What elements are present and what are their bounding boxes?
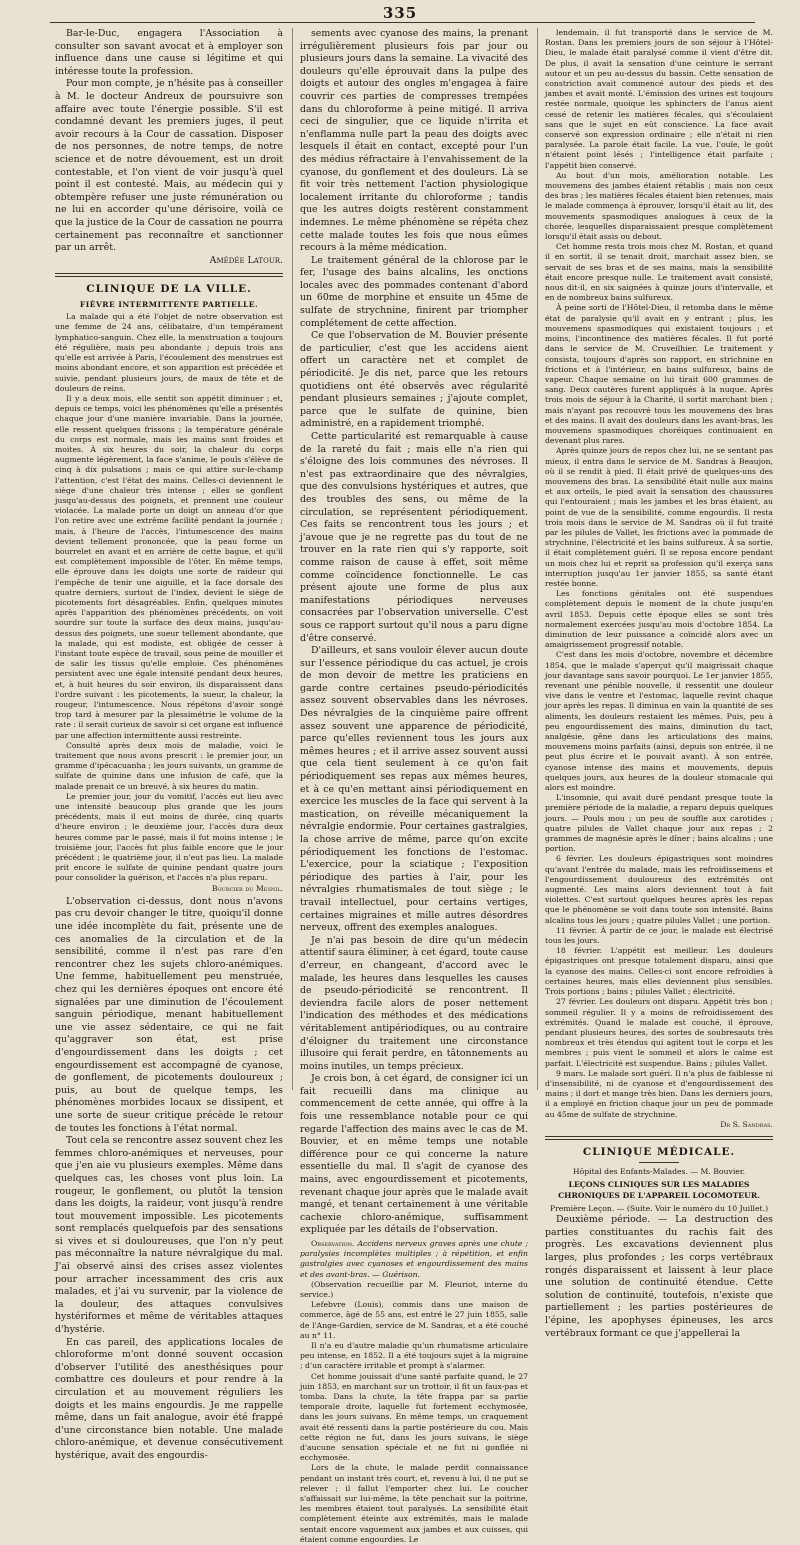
paragraph: Ce que l'observation de M. Bouvier présente de particulier, c'est que les accidens aient offert un caractère net et complet de périodicité. Je dis net, parce que les retours quotidiens ont été observés avec régularité pendant plusieurs semaines ; j'ajoute complet, parce que le sulfate de quinine, bien administré, en a rapidement triomphé. xyxy=(300,330,528,430)
paragraph: Le traitement général de la chlorose par le fer, l'usage des bains alcalins, les onctions locales avec des pommades contenant d'abord un 60me de morphine et ensuite un 45me de sulfate de strychnine, finirent par triompher complétement de cette affection. xyxy=(300,254,528,329)
author-signature: Amédée Latour. xyxy=(209,254,283,266)
section-title: CLINIQUE DE LA VILLE. xyxy=(86,283,252,296)
paragraph: 6 février. Les douleurs épigastriques sont moindres qu'avant l'entrée du malade, mais les refroidissemens et l'engourdissement douloureux des extrémités ont augmenté. Les mains alors deviennent tout à fait violettes. C'est surtout quelques heures après les repas que le phénomène se voit dans toute son intensité. Bains alcalins tous les jours ; quatre pilules Vallet ; une portion. xyxy=(545,854,773,925)
hospital-line: Hôpital des Enfants-Malades. — M. Bouvier. xyxy=(572,1166,746,1176)
paragraph: Les fonctions génitales ont été suspendues complètement depuis le moment de la chute jusqu'en avril 1853. Depuis cette époque elles se sont très normalement exercées jusqu'au mois d'octobre 1854. La diminution de leur puissance a coïncidé alors avec un amaigrissement progressif notable. xyxy=(545,589,773,650)
paragraph: Il y a deux mois, elle sentit son appétit diminuer ; et, depuis ce temps, voici les phénomènes qu'elle a présentés chaque jour d'une manière invariable. Dans la journée, elle ressent quelques frissons ; la température générale du corps est normale, mais les mains sont froides et moites. À six heures du soir, la chaleur du corps augmente légèrement, la face s'anime, le pouls s'élève de cinq à dix pulsations ; mais ce qui attire sur-le-champ l'attention, c'est l'état des mains. Celles-ci deviennent le siège d'une chaleur très intense ; elles se gonflent jusqu'au-dessus des poignets, et prennent une couleur violacée. La malade porte un doigt un anneau d'or que l'on retire avec une extrême facilité pendant la journée ; mais, à l'heure de l'accès, l'intumescence des mains devient tellement prononcée, que la peau forme un bourrelet en avant et en arrière de cette bague, et qu'il est complètement impossible de l'ôter. En même temps, elle éprouve dans les doigts une sorte de raideur qui l'empêche de tenir une aiguille, et la face dorsale des quatre derniers, surtout de l'index, devient le siège de picotements fort désagréables. Enfin, quelques minutes après l'apparition des phénomènes précédents, on voit sourdre sur toute la surface des deux mains, jusqu'au-dessus des poignets, une sueur tellement abondante, que la malade, qui est modiste, est obligée de cesser à l'instant toute espèce de travail, sous peine de mouiller et de salir les tissus qu'elle emploie. Ces phénomènes persistent avec une égale intensité pendant deux heures, et, à huit heures du soir environ, ils disparaissent dans l'ordre suivant : les picotements, la sueur, la chaleur, la rougeur, l'intumescence. Nous répétons d'avoir songé trop tard à mesurer par la plessimétrie le volume de la rate : il serait curieux de savoir si cet organe est influencé par une affection intermittente aussi restreinte. xyxy=(55,393,283,740)
lecture-number: Première Leçon. — (Suite. Voir le numéro du 10 Juillet.) xyxy=(549,1203,769,1213)
column-divider xyxy=(292,28,293,1090)
column-middle xyxy=(300,28,528,1544)
observation-summary: Accidens nerveux graves après une chute ; paralysies incomplètes multiples ; à répétition, et enfin gastralgies avec cyanoses et engourdissement des mains et des avant-bras. — Guérison. xyxy=(300,1239,528,1279)
paragraph: L'observation ci-dessus, dont nous n'avons pas cru devoir changer le titre, quoiqu'il donne une idée incomplète du fait, présente une de ces anomalies de la circulation et de la sensibilité, comme il n'est pas rare d'en rencontrer chez les sujets chloro-anémiques. Une femme, habituellement peu menstruée, chez qui les dernières époques ont encore été signalées par une diminution de l'écoulement sanguin périodique, menant habituellement une vie assez sédentaire, ce qui ne fait qu'aggraver son état, est prise d'engourdissement dans les doigts ; cet engourdissement est accompagné de cyanose, de gonflement, de picotements douloureux ; puis, au bout de quelque temps, les phénomènes morbides locaux se dissipent, et une sorte de sueur critique précède le retour de toutes les fonctions à l'état normal. xyxy=(55,895,283,1134)
column-left xyxy=(55,28,283,1461)
paragraph: Lors de la chute, le malade perdit connaissance pendant un instant très court, et, revenu à lui, il ne put se relever ; il fallut l'emporter chez lui. Le coucher s'affaissait sur lui-même, la tête penchait sur la poitrine, les membres étaient tout paralysés. La sensibilité était complètement éteinte aux extrémités, mais le malade sentait encore vaguement aux jambes et aux cuisses, qui étaient comme engourdies. Le xyxy=(300,1463,528,1544)
paragraph: Je n'ai pas besoin de dire qu'un médecin attentif saura éliminer, à cet égard, toute cause d'erreur, en changeant, d'accord avec le malade, les heures dans lesquelles les causes de pseudo-périodicité se rencontrent. Il deviendra facile alors de poser nettement l'indication des méthodes et des médications véritablement antipériodiques, ou au contraire d'éloigner du traitement une circonstance illusoire qui ferait perdre, en tâtonnements au moins inutiles, un temps précieux. xyxy=(300,934,528,1072)
paragraph: sements avec cyanose des mains, la prenant irrégulièrement plusieurs fois par jour ou plusieurs jours dans la semaine. La vivacité des douleurs qu'elle éprouvait dans la pulpe des doigts et autour des ongles m'engagea à faire couvrir ces parties de compresses trempées dans du chloroforme à peine mitigé. Il arriva ceci de singulier, que ce liquide n'irrita et n'enflamma nulle part la peau des doigts avec lesquels il était en contact, excepté pour l'un des médius réfractaire à l'envahissement de la cyanose, du gonflement et des douleurs. Là se fit voir très nettement l'action physiologique localement irritante du chloroforme ; tandis que les autres doigts restèrent constamment indemnes. Le même phénomène se répéta chez cette malade toutes les fois que nous eûmes recours à la même médication. xyxy=(300,28,528,254)
paragraph: L'insomnie, qui avait duré pendant presque toute la première période de la maladie, a reparu depuis quelques jours. — Pouls mou ; un peu de souffle aux carotides ; quatre pilules de Vallet chaque jour aux repas ; 2 grammes de magnésie après le dîner ; bains alcalins ; une portion. xyxy=(545,793,773,854)
paragraph: 9 mars. Le malade sort guéri. Il n'a plus de faiblesse ni d'insensibilité, ni de cyanose et d'engourdissement des mains ; il dort et mange très bien. Dans les derniers jours, il a employé en friction chaque jour un peu de pommade au 45me de sulfate de strychnine. xyxy=(545,1068,773,1119)
paragraph: Deuxième période. — La destruction des parties constituantes du rachis fait des progrès. Les excavations deviennent plus larges, plus profondes ; les corps vertébraux rongés disparaissent et laissent à leur place une solution de continuité étendue. Cette solution de continuité, toutefois, n'existe que partiellement ; les parties postérieures de l'épine, les apophyses épineuses, les arcs vertébraux formant ce que j'appellerai la xyxy=(545,1214,773,1339)
paragraph: Consulté après deux mois de maladie, voici le traitement que nous avons prescrit : le premier jour, un gramme d'ipécacuanha ; les jours suivants, un gramme de sulfate de quinine dans une infusion de café, que la malade prenait ce un breuvé, à six heures du matin. xyxy=(55,740,283,791)
column-right xyxy=(545,28,773,1339)
paragraph: À peine sorti de l'Hôtel-Dieu, il retomba dans le même état de paralysie qu'il avait en y entrant ; plus, les mouvemens spasmodiques qui existaient toujours ; et moins, l'incontinence des matières fécales. Il fut porté dans le service de M. Cruveilhier. Le traitement y consista, toujours d'après son rapport, en strichnine en frictions et à l'intérieur, en bains sulfureux, bains de vapeur. Chaque semaine on lui tirait 600 grammes de sang. Deux cautères furent appliqués à la nuque. Après trois mois de séjour à la Charité, il sortit marchant bien ; mais n'ayant pas recouvré tous les mouvemens des bras et des mains. Il avait des douleurs dans les avant-bras, les mouvemens spasmodiques choréiques continuaient en devenant plus rares. xyxy=(545,303,773,446)
paragraph: Au bout d'un mois, amélioration notable. Les mouvemens des jambes étaient rétablis ; mais non ceux des bras ; les matières fécales étaient bien retenues, mais le malade commença à éprouver, lorsqu'il était au lit, des mouvements spasmodiques analogues à ceux de la chorée, lesquelles disparaissaient presque complètement lorsqu'il était assis ou debout. xyxy=(545,170,773,242)
header-rule xyxy=(50,22,755,23)
section-divider xyxy=(545,1136,773,1140)
article-subtitle: FIÈVRE INTERMITTENTE PARTIELLE. xyxy=(79,300,259,310)
paragraph: D'ailleurs, et sans vouloir élever aucun doute sur l'essence périodique du cas actuel, je crois de mon devoir de mettre les praticiens en garde contre certaines pseudo-périodicités assez souvent observables dans les névroses. Des névralgies de la cinquième paire offrent assez souvent une apparence de périodicité, parce qu'elles reviennent tous les jours aux mêmes heures ; et il arrive assez souvent aussi que cela tient seulement à ce qu'on fait périodiquement ses repas aux mêmes heures, et à ce qu'en mettant ainsi périodiquement en exercice les muscles de la face qui servent à la mastication, on réveille mécaniquement la névralgie endormie. Pour certaines gastralgies, la chose arrive de même, parce qu'on excite périodiquement les fonctions de l'estomac. L'exercice, pour la sciatique ; l'exposition périodique des parties à l'air, pour les névralgies rhumatismales de tout siège ; le travail intellectuel, pour certains vertiges, certaines migraines et mille autres désordres nerveux, offrent des exemples analogues. xyxy=(300,645,528,934)
observation-label: Observation. xyxy=(311,1239,355,1248)
lecture-title: LEÇONS CLINIQUES SUR LES MALADIES CHRONIQUES DE L'APPAREIL LOCOMOTEUR. xyxy=(558,1180,760,1200)
observation-heading xyxy=(300,1239,528,1280)
paragraph: Il n'a eu d'autre maladie qu'un rhumatisme articulaire peu intense, en 1852. Il a été toujours sujet à la migraine ; d'un caractère irritable et prompt à s'alarmer. xyxy=(300,1341,528,1371)
author-signature: Bourcier du Mesnil. xyxy=(211,883,283,893)
column-divider xyxy=(537,28,538,1090)
paragraph: 27 février. Les douleurs ont disparu. Appétit très bon ; sommeil régulier. Il y a moins de refroidissement des extrémités. Quand le malade est couché, il éprouve, pendant plusieurs heures, des sortes de soubresauts très nombreux et très étendus qui agitent tout le corps et les membres ; puis vient le sommeil et alors le calme est parfait. L'électricité est suspendue. Bains ; pilules Vallet. xyxy=(545,997,773,1068)
observation-note: (Observation recueillie par M. Fleuriot, interne du service.) xyxy=(300,1279,528,1300)
paragraph: lendemain, il fut transporté dans le service de M. Rostan. Dans les premiers jours de son séjour à l'Hôtel-Dieu, le malade était paralysé comme il vient d'être dit. De plus, il avait la sensation d'une ceinture le serrant autour et un peu au-dessus du bassin. Cette sensation de constriction avait commencé autour des pieds et des jambes et avait monté. L'émission des urines est toujours restée normale, quoique les sphincters de l'anus aient cessé de retenir les matières fécales, qui s'écoulaient sans que le sujet en eût conscience. La face avait conservé son expression ordinaire ; elle n'était ni rien paralysée. La parole était facile. La vue, l'ouïe, le goût n'étaient point lésés ; l'intelligence était parfaite ; l'appétit bien conservé. xyxy=(545,28,773,170)
paragraph: Tout cela se rencontre assez souvent chez les femmes chloro-anémiques et nerveuses, pour que j'en aie vu plusieurs exemples. Même dans quelques cas, les choses vont plus loin. La rougeur, le gonflement, ou plutôt la tension dans les doigts, la raideur, vont jusqu'à rendre tout mouvement impossible. Les picotements sont remplacés quelquefois par des sensations si vives et si douloureuses, que l'on n'y peut pas méconnaître la nature névralgique du mal. J'ai observé ainsi des crises assez violentes pour arracher incessamment des cris aux malades, et j'ai vu survenir, par la violence de la douleur, des attaques convulsives hystériformes et même de véritables attaques d'hystérie. xyxy=(55,1135,283,1336)
paragraph: Cet homme jouissait d'une santé parfaite quand, le 27 juin 1853, en marchant sur un trottoir, il fit un faux-pas et tomba. Dans la chute, la tête frappa par sa partie temporale droite, laquelle fut fortement ecchymosée, dans les jours suivans. En même temps, un craquement avait été ressenti dans la partie postérieure du cou. Mais cette région ne fut, dans les jours suivans, le siège d'aucune sensation spéciale et ne fut ni gonflée ni ecchymosée. xyxy=(300,1371,528,1463)
paragraph: En cas pareil, des applications locales de chloroforme m'ont donné souvent occasion d'observer l'utilité des anesthésiques pour combattre ces douleurs et pour rendre à la circulation et au mouvement réguliers les doigts et les mains engourdis. Je me rappelle même, dans un fait analogue, avoir été frappé d'une circonstance bien notable. Une malade chloro-anémique, et devenue consécutivement hystérique, avait des engourdis- xyxy=(55,1336,283,1461)
author-signature: Dr S. Sandras. xyxy=(720,1119,773,1129)
paragraph: Le premier jour, jour du vomitif, l'accès eut lieu avec une intensité beaucoup plus grande que les jours précédents, mais il eut moins de durée, cinq quarts d'heure environ ; le deuxième jour, l'accès dura deux heures comme par le passé, mais il fut moins intense ; le troisième jour, l'accès fut plus faible encore que le jour précédent ; le quatrième jour, il n'eut pas lieu. La malade prit encore le sulfate de quinine pendant quatre jours pour consolider la guérison, et l'accès n'a plus reparu. xyxy=(55,791,283,883)
paragraph: 11 février. À partir de ce jour, le malade est électrisé tous les jours. xyxy=(545,925,773,946)
paragraph: Lefebvre (Louis), commis dans une maison de commerce, âgé de 55 ans, est entré le 27 juin 1855, salle de l'Ange-Gardien, service de M. Sandras, et a été couché au n° 11. xyxy=(300,1300,528,1340)
page-number: 335 xyxy=(382,4,418,22)
paragraph: La malade qui a été l'objet de notre observation est une femme de 24 ans, célibataire, d'un tempérament lymphatico-sanguin. Chez elle, la menstruation a toujours été régulière, mais peu abondante ; depuis trois ans qu'elle est arrivée à Paris, l'écoulement des menstrues est moins abondant encore, et son apparition est précédée et suivie, pendant plusieurs jours, de maux de tête et de douleurs de reins. xyxy=(55,312,283,393)
paragraph: Je crois bon, à cet égard, de consigner ici un fait recueilli dans ma clinique au commencement de cette année, qui offre à la fois une ressemblance notable pour ce qui regarde l'affection des mains avec le cas de M. Bouvier, et en même temps une notable différence pour ce qui concerne la nature essentielle du mal. Il s'agit de cyanose des mains, avec engourdissement et picotements, revenant chaque jour après que le malade avait mangé, et tenant certainement à une véritable cachexie chloro-anémique, suffisamment expliquée par les détails de l'observation. xyxy=(300,1073,528,1236)
paragraph: 18 février. L'appétit est meilleur. Les douleurs épigastriques ont presque totalement disparu, ainsi que la cyanose des mains. Celles-ci sont encore refroidies à certaines heures, mais elles deviennent plus sensibles. Trois portions ; bains ; pilules Vallet ; électricité. xyxy=(545,946,773,997)
section-divider xyxy=(55,273,283,277)
divider xyxy=(639,1162,679,1163)
paragraph: Cette particularité est remarquable à cause de la rareté du fait ; mais elle n'a rien qui s'éloigne des lois communes des névroses. Il n'est pas extraordinaire que des névralgies, que des convulsions hystériques et autres, que des troubles des sens, ou même de la circulation, se représentent périodiquement. Ces faits se rencontrent tous les jours ; et j'avoue que je ne regrette pas du tout de ne trouver en la rate rien qui s'y rapporte, soit comme raison de cause à effet, soit même comme coïncidence fonctionnelle. Le cas présent ajoute une forme de plus aux manifestations périodiques nerveuses consacrées par l'observation universelle. C'est sous ce rapport surtout qu'il nous a paru digne d'être conservé. xyxy=(300,431,528,644)
section-title: CLINIQUE MÉDICALE. xyxy=(582,1145,736,1158)
paragraph: C'est dans les mois d'octobre, novembre et décembre 1854, que le malade s'aperçut qu'il maigrissait chaque jour davantage sans savoir pourquoi. Le 1er janvier 1855, revenant une pénible nouvelle, il ressentit une douleur vive dans le ventre et l'estomac, laquelle revint chaque jour après les repas. Il diminua en vain la quantité de ses aliments, les douleurs restaient les mêmes. Puis, peu à peu engourdissement des mains, diminution du tact, analgésie, gêne dans les articulations des mains, mouvemens moins parfaits (ainsi, depuis son entrée, il ne peut plus écrire et le pouvait avant). À son entrée, cyanose intense des mains et mouvements, depuis quelques jours, aux heures de la douleur stomacale qui alors est moindre. xyxy=(545,650,773,793)
paragraph: Bar-le-Duc, engagera l'Association à consulter son savant avocat et à employer son influence dans une cause si légitime et qui intéresse toute la profession. xyxy=(55,28,283,77)
paragraph: Pour mon compte, je n'hésite pas à conseiller à M. le docteur Andreux de poursuivre son affaire avec toute l'énergie possible. S'il est condamné devant les premiers juges, il peut avoir recours à la Cour de cassation. Disposer de nos personnes, de notre temps, de notre science et de notre dévouement, est un droit contestable, et l'on vient de voir jusqu'à quel point il est contesté. Mais, au médecin qui y obtempère refuser une juste rémunération ou ne lui en accorder qu'une dérisoire, voilà ce que la justice de la Cour de cassation ne pourra certainement pas reconnaître et sanctionner par un arrêt. xyxy=(55,78,283,254)
paragraph: Cet homme resta trois mois chez M. Rostan, et quand il en sortit, il se tenait droit, marchait assez bien, se servait de ses bras et de ses mains, mais la sensibilité était encore presque nulle. Le traitement avait consisté, nous dit-il, en six saignées à quinze jours d'intervalle, et en de nombreux bains sulfureux. xyxy=(545,242,773,303)
paragraph: Après quinze jours de repos chez lui, ne se sentant pas mieux, il entra dans le service de M. Sandras à Beaujon, où il se rendit à pied. Il était privé de quelques-uns des mouvemens des bras. La sensibilité était nulle aux mains et aux orteils, le pied avait la sensation des chaussures qui l'entouraient ; mais les jambes et les bras étaient, au point de vue de la sensibilité, comme engourdis. Il resta trois mois dans le service de M. Sandras où il fut traité par les pilules de Vallet, les frictions avec la pommade de strychnine, l'électricité et les bains sulfureux. À sa sortie, il était complètement guéri. Il se reposa encore pendant un mois chez lui et reprit sa profession qu'il exerça sans interruption jusqu'au 1er janvier 1855, sa santé étant restée bonne. xyxy=(545,446,773,588)
